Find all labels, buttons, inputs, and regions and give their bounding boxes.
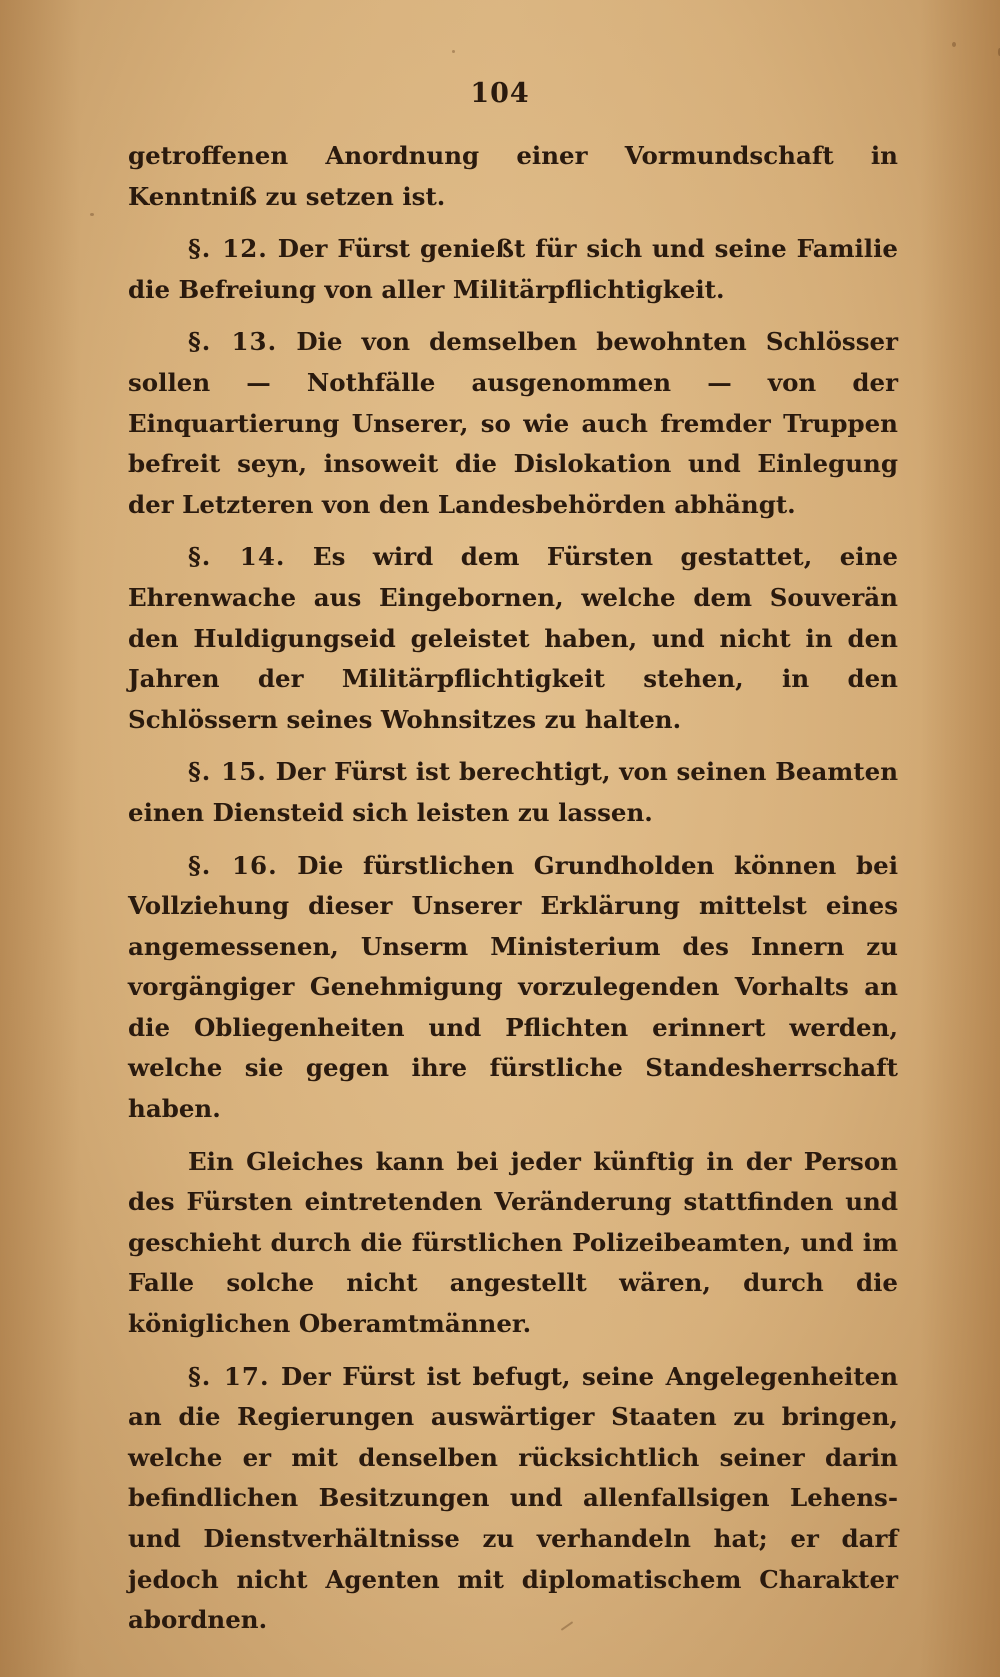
- section-number: §. 12.: [188, 234, 268, 264]
- paragraph-section-17: [128, 1357, 898, 1641]
- paragraph-section-16-continued: [128, 1142, 898, 1345]
- paragraph-section-14: [128, 537, 898, 740]
- section-number: §. 16.: [188, 850, 278, 880]
- paper-speck: [952, 42, 956, 47]
- paragraph-section-15: [128, 752, 898, 833]
- paragraph-text: Ein Gleiches kann bei jeder künftig in der Person des Fürsten eintretenden Veränderung stattfinden und geschieht durch die fürstlichen Polizeibeamten, und im Falle solche nicht angestellt wären, durch die königlichen Oberamtmänner.: [128, 1146, 898, 1339]
- paragraph-text: Die von demselben bewohnten Schlösser sollen — Nothfälle ausgenommen — von der Einquartierung Unserer, so wie auch fremder Truppen befreit seyn, insoweit die Dislokation und Einlegung der Letzteren von den Landesbehörden abhängt.: [128, 327, 899, 519]
- paper-speck: [452, 50, 455, 53]
- paragraph-text: getroffenen Anordnung einer Vormundschaft in Kenntniß zu setzen ist.: [128, 141, 898, 211]
- paragraph-section-16: [128, 846, 898, 1130]
- section-number: §. 13.: [188, 327, 278, 357]
- paragraph-text: Der Fürst ist befugt, seine Angelegenheiten an die Regierungen auswärtiger Staaten zu bringen, welche er mit denselben rücksichtlich seiner darin befindlichen Besitzungen und allenfallsigen Lehens- und Dienstverhältnisse zu verhandeln hat; er darf jedoch nicht Agenten mit diplomatischem Charakter abordnen.: [128, 1361, 899, 1635]
- paragraph-text: Der Fürst ist berechtigt, von seinen Beamten einen Diensteid sich leisten zu lassen.: [128, 757, 899, 827]
- paragraph-section-12: [128, 229, 898, 310]
- paragraph-section-13: [128, 322, 898, 525]
- paragraph-text: Die fürstlichen Grundholden können bei Vollziehung dieser Unserer Erklärung mittelst eines angemessenen, Unserm Ministerium des Innern zu vorgängiger Genehmigung vorzulegenden Vorhalts an die Obliegenheiten und Pflichten erinnert werden, welche sie gegen ihre fürstliche Standesherrschaft haben.: [128, 850, 898, 1124]
- paragraph-continuation: [128, 136, 898, 217]
- paragraph-text: Der Fürst genießt für sich und seine Familie die Befreiung von aller Militärpflichtigkeit.: [128, 234, 898, 304]
- paragraph-text: Es wird dem Fürsten gestattet, eine Ehrenwache aus Eingebornen, welche dem Souverän den Huldigungseid geleistet haben, und nicht in den Jahren der Militärpflichtigkeit stehen, in den Schlössern seines Wohnsitzes zu halten.: [128, 542, 899, 734]
- page-number: 104: [470, 78, 530, 109]
- section-number: §. 14.: [188, 542, 286, 572]
- section-number: §. 17.: [188, 1361, 270, 1391]
- body-text: [128, 136, 898, 1653]
- section-number: §. 15.: [188, 757, 267, 787]
- paper-speck: [90, 213, 94, 216]
